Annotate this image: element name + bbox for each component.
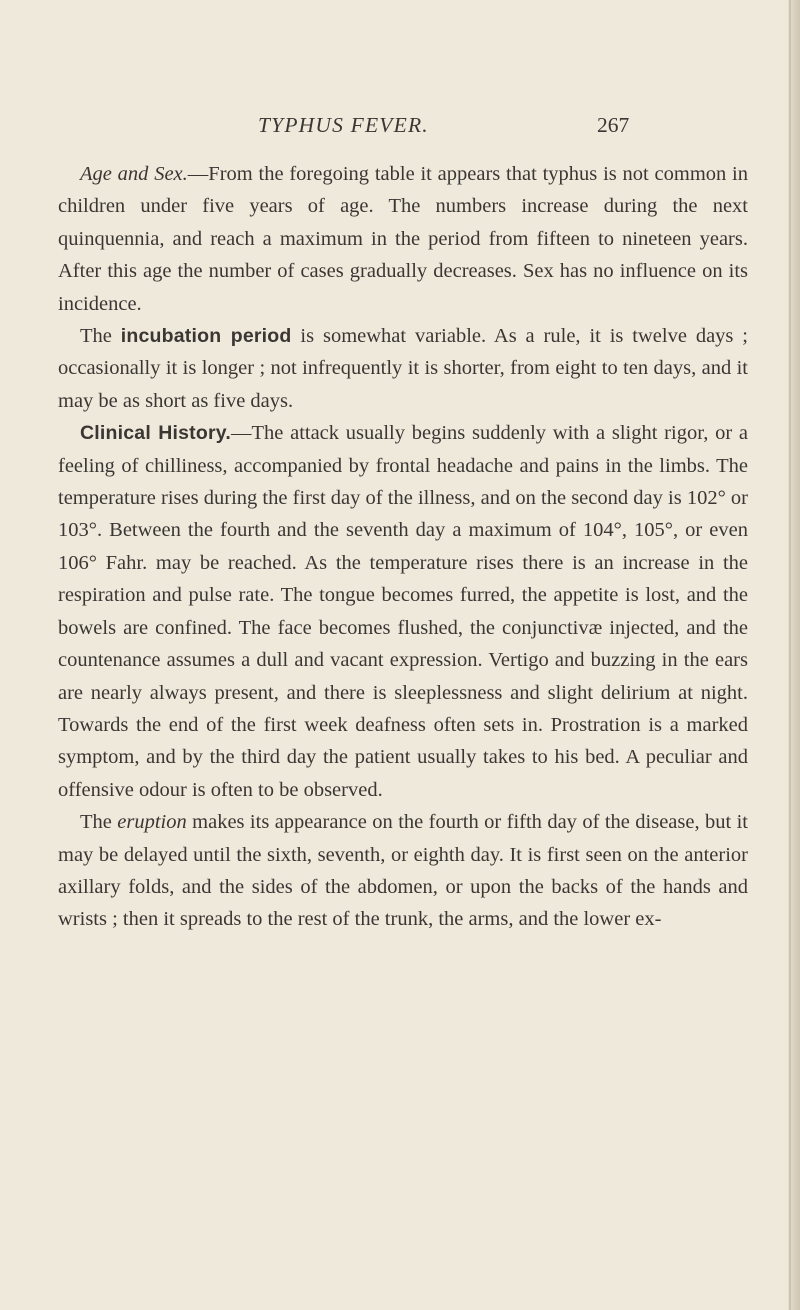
paragraph-clinical-history xyxy=(58,417,748,806)
page-edge-line xyxy=(789,0,791,1310)
body-text xyxy=(58,158,748,936)
term-incubation-period: incubation period xyxy=(120,325,292,348)
paragraph-eruption xyxy=(58,806,748,936)
term-eruption: eruption xyxy=(117,811,187,834)
paragraph-age-and-sex xyxy=(58,158,748,320)
run-in-heading-clinical-history: Clinical History. xyxy=(80,422,231,445)
paragraph-incubation xyxy=(58,320,748,417)
running-head: TYPHUS FEVER. xyxy=(258,113,429,137)
page-header xyxy=(0,104,800,144)
run-in-heading-age-and-sex: Age and Sex. xyxy=(80,163,188,185)
paragraph-text: —The attack usually begins suddenly with a slight rigor, or a feeling of chilliness, accompanied by frontal headache and pains in the limbs. The temperature rises during the first day of the illness, and on the second day is 102° or 103°. Between the fourth and the seventh day a maximum of 104°, 105°, or even 106° Fahr. may be reached. As the temperature rises there is an increase in the respiration and pulse rate. The tongue becomes furred, the appetite is lost, and the bowels are confined. The face becomes flushed, the conjunctivæ injected, and the countenance assumes a dull and vacant expression. Vertigo and buzzing in the ears are nearly always present, and there is sleeplessness and slight delirium at night. Towards the end of the first week deafness often sets in. Prostration is a marked symptom, and by the third day the patient usually takes to his bed. A peculiar and offensive odour is often to be observed. xyxy=(58,422,749,801)
page-number: 267 xyxy=(597,113,630,137)
paragraph-text: The xyxy=(80,325,121,348)
paragraph-text: is somewhat variable. As a rule, it is twelve days ; occasionally it is longer ; not infrequently it is shorter, from eight to ten days, and it may be as short as five days. xyxy=(58,325,748,412)
paragraph-text: The xyxy=(80,811,118,834)
paragraph-text: makes its appearance on the fourth or fifth day of the disease, but it may be delayed until the sixth, seventh, or eighth day. It is first seen on the anterior axillary folds, and the sides of the abdomen, or upon the backs of the hands and wrists ; then it spreads to the rest of the trunk, the arms, and the lower ex- xyxy=(58,811,748,931)
paragraph-text: —From the foregoing table it appears that typhus is not common in children under five years of age. The numbers increase during the next quinquennia, and reach a maximum in the period from fifteen to nineteen years. After this age the number of cases gradually decreases. Sex has no influence on its incidence. xyxy=(58,163,749,315)
